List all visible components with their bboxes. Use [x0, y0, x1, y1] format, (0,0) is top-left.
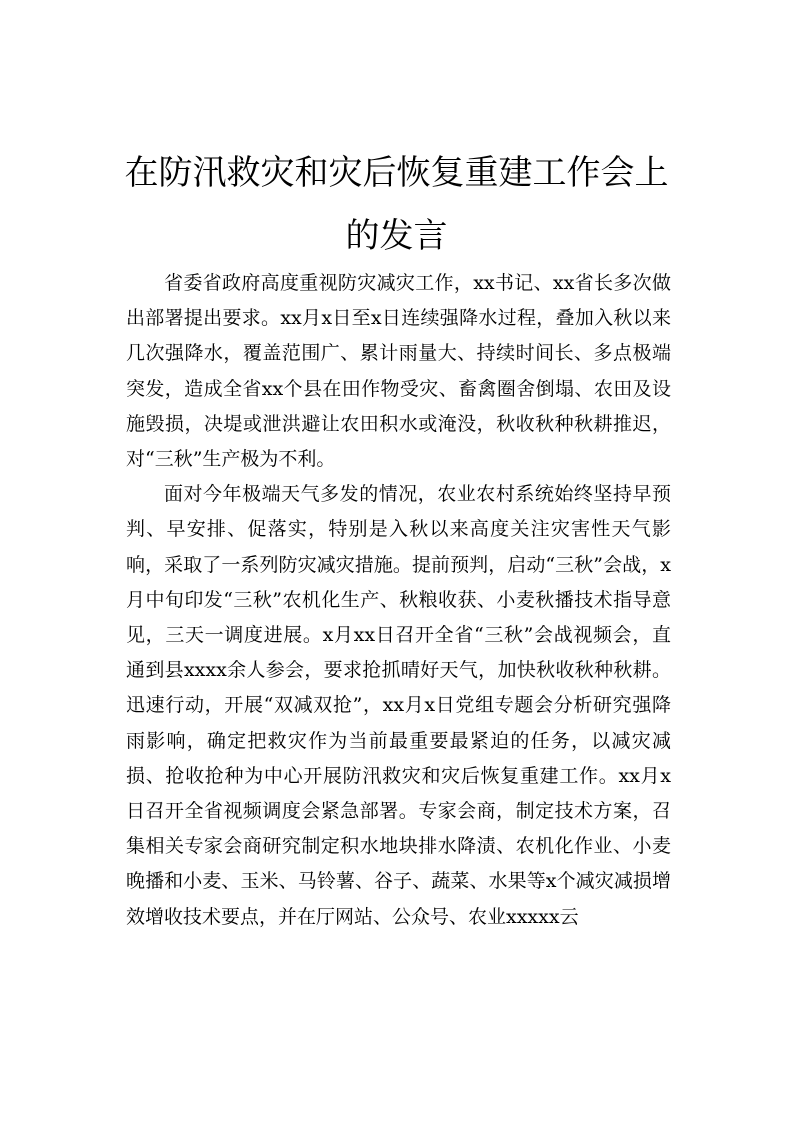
paragraph-1: 省委省政府高度重视防灾减灾工作，xx书记、xx省长多次做出部署提出要求。xx月x日至x日连续强降水过程，叠加入秋以来几次强降水，覆盖范围广、累计雨量大、持续时间长、多点极端突发，造成全省xx个县在田作物受灾、畜禽圈舍倒塌、农田及设施毁损，决堤或泄洪避让农田积水或淹没，秋收秋种秋耕推迟，对“三秋”生产极为不利。	[126, 272, 671, 471]
document-body	[126, 266, 671, 935]
paragraph-2: 面对今年极端天气多发的情况，农业农村系统始终坚持早预判、早安排、促落实，特别是入秋以来高度关注灾害性天气影响，采取了一系列防灾减灾措施。提前预判，启动“三秋”会战，x月中旬印发“三秋”农机化生产、秋粮收获、小麦秋播技术指导意见，三天一调度进展。x月xx日召开全省“三秋”会战视频会，直通到县xxxx余人参会，要求抢抓晴好天气，加快秋收秋种秋耕。迅速行动，开展“双减双抢”，xx月x日党组专题会分析研究强降雨影响，确定把救灾作为当前最重要最紧迫的任务，以减灾减损、抢收抢种为中心开展防汛救灾和灾后恢复重建工作。xx月x日召开全省视频调度会紧急部署。专家会商，制定技术方案，召集相关专家会商研究制定积水地块排水降渍、农机化作业、小麦晚播和小麦、玉米、马铃薯、谷子、蔬菜、水果等x个减灾减损增效增收技术要点，并在厅网站、公众号、农业xxxxx云	[126, 483, 671, 928]
document-title: 在防汛救灾和灾后恢复重建工作会上的发言	[124, 153, 669, 256]
